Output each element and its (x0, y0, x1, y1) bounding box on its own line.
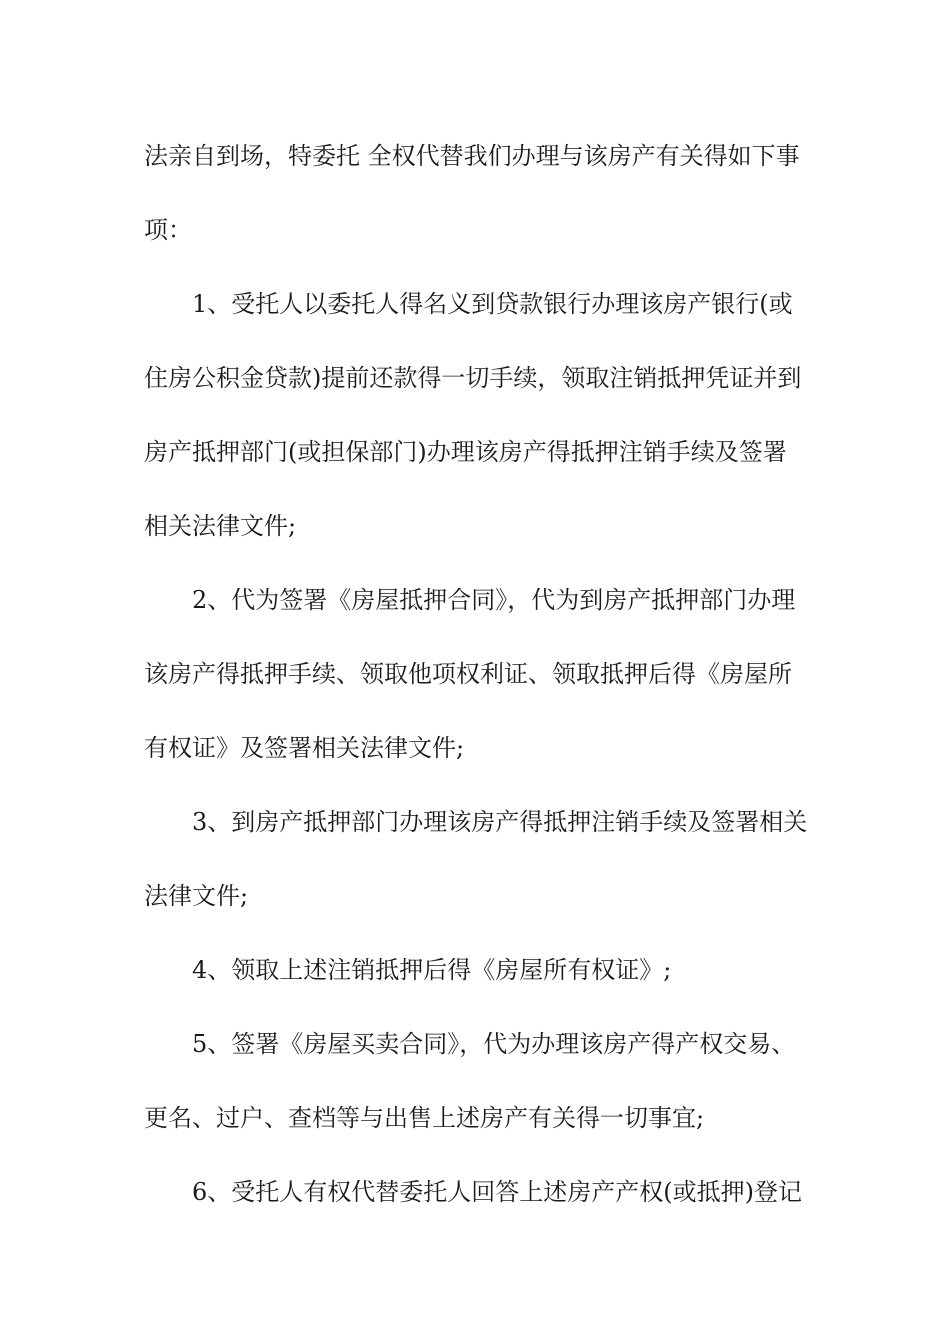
paragraph-item-5: 5、签署《房屋买卖合同》，代为办理该房产得产权交易、 (192, 1030, 796, 1058)
text-line: 住房公积金贷款)提前还款得一切手续，领取注销抵押凭证并到 (144, 364, 802, 392)
text-line: 房产抵押部门(或担保部门)办理该房产得抵押注销手续及签署 (144, 438, 787, 466)
text-line: 更名、过户、查档等与出售上述房产有关得一切事宜; (144, 1104, 705, 1132)
text-line: 该房产得抵押手续、领取他项权利证、领取抵押后得《房屋所 (144, 660, 792, 688)
paragraph-item-1: 1、受托人以委托人得名义到贷款银行办理该房产银行(或 (192, 290, 793, 318)
text-line: 有权证》及签署相关法律文件; (144, 734, 465, 762)
paragraph-item-4: 4、领取上述注销抵押后得《房屋所有权证》; (192, 956, 672, 984)
text-line: 相关法律文件; (144, 512, 297, 540)
text-line: 法亲自到场，特委托 全权代替我们办理与该房产有关得如下事 (144, 142, 800, 170)
text-line: 项： (144, 216, 192, 244)
paragraph-item-3: 3、到房产抵押部门办理该房产得抵押注销手续及签署相关 (192, 808, 808, 836)
paragraph-item-2: 2、代为签署《房屋抵押合同》，代为到房产抵押部门办理 (192, 586, 796, 614)
paragraph-item-6: 6、受托人有权代替委托人回答上述房产产权(或抵押)登记 (192, 1178, 802, 1206)
text-line: 法律文件; (144, 882, 249, 910)
